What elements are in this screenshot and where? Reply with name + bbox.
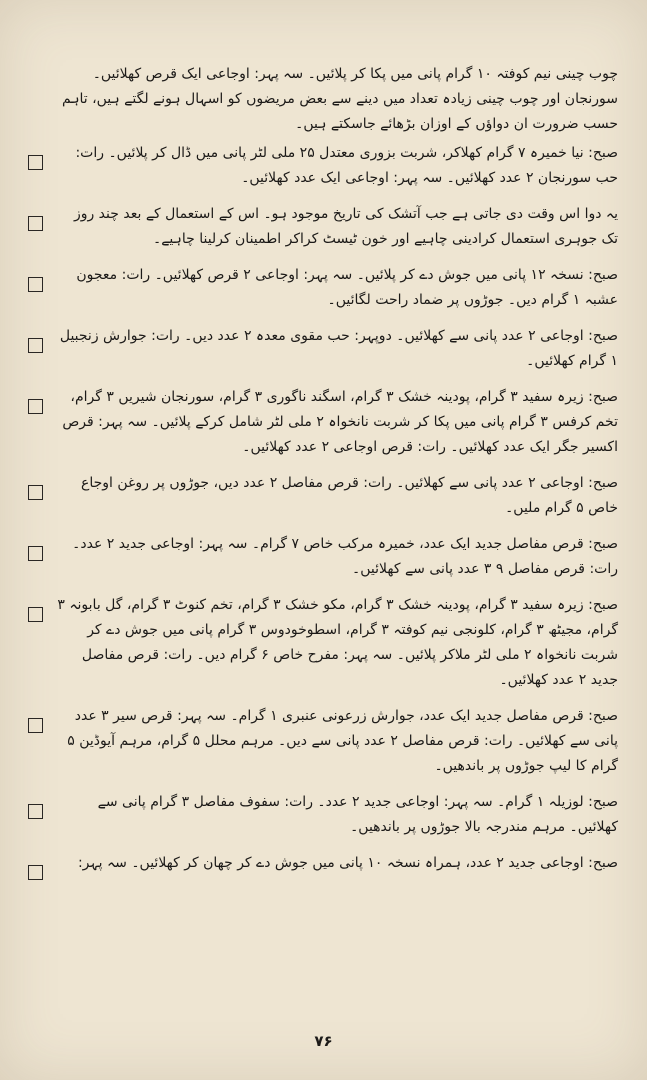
prescription-item (28, 790, 618, 840)
prescription-item (28, 263, 618, 313)
prescription-item (28, 471, 618, 521)
prescription-item (28, 593, 618, 693)
checkbox-icon (28, 804, 43, 819)
checkbox-icon (28, 865, 43, 880)
checkbox-icon (28, 399, 43, 414)
prescription-text: صبح: نسخہ ۱۲ پانی میں جوش دے کر پلائیں۔ سہ پہر: اوجاعی ۲ قرص کھلائیں۔ رات: معجون عشبہ ۱ گرام دیں۔ جوڑوں پر ضماد راحت لگائیں۔ (76, 267, 618, 308)
prescription-text: صبح: نیا خمیرہ ۷ گرام کھلاکر، شربت بزوری معتدل ۲۵ ملی لٹر پانی میں ڈال کر پلائیں۔ رات: حب سورنجان ۲ عدد کھلائیں۔ سہ پہر: اوجاعی ایک عدد کھلائیں۔ (75, 145, 618, 186)
prescription-text: صبح: زیرہ سفید ۳ گرام، پودینہ خشک ۳ گرام، اسگند ناگوری ۳ گرام، سورنجان شیریں ۳ گرام، تخم کرفس ۳ گرام پانی میں پکا کر شربت نانخواہ ۲ ملی لٹر شامل کرکے پلائیں۔ سہ پہر: قرص اکسیر جگر ایک عدد کھلائیں۔ رات: قرص اوجاعی ۲ عدد کھلائیں۔ (62, 389, 618, 455)
checkbox-icon (28, 155, 43, 170)
prescription-item (28, 532, 618, 582)
prescription-text: یہ دوا اس وقت دی جاتی ہے جب آتشک کی تاریخ موجود ہو۔ اس کے استعمال کے بعد چند روز تک جوہری استعمال کرادینی چاہیے اور خون ٹیسٹ کراکر اطمینان کرلینا چاہیے۔ (73, 206, 618, 247)
checkbox-icon (28, 485, 43, 500)
page-number: ۷۶ (314, 1032, 333, 1050)
prescription-text: صبح: اوجاعی ۲ عدد پانی سے کھلائیں۔ دوپہر: حب مقوی معدہ ۲ عدد دیں۔ رات: جوارش زنجبیل ۱ گرام کھلائیں۔ (59, 328, 618, 369)
text-body (28, 62, 618, 891)
prescription-item (28, 324, 618, 374)
prescription-list (28, 141, 618, 880)
prescription-text: صبح: اوجاعی ۲ عدد پانی سے کھلائیں۔ رات: قرص مفاصل ۲ عدد دیں، جوڑوں پر روغن اوجاع خاص ۵ گرام ملیں۔ (81, 475, 618, 516)
prescription-item (28, 704, 618, 779)
checkbox-icon (28, 607, 43, 622)
prescription-text: صبح: لوزیلہ ۱ گرام۔ سہ پہر: اوجاعی جدید ۲ عدد۔ رات: سفوف مفاصل ۳ گرام پانی سے کھلائیں۔ مرہم مندرجہ بالا جوڑوں پر باندھیں۔ (97, 794, 618, 835)
checkbox-icon (28, 546, 43, 561)
prescription-text: صبح: قرص مفاصل جدید ایک عدد، جوارش زرعونی عنبری ۱ گرام۔ سہ پہر: قرص سیر ۳ عدد پانی سے کھلائیں۔ رات: قرص مفاصل ۲ عدد پانی سے دیں۔ مرہم محلل ۵ گرام، مرہم آیوڈین ۵ گرام کا لیپ جوڑوں پر باندھیں۔ (67, 708, 618, 774)
prescription-text: صبح: اوجاعی جدید ۲ عدد، ہمراہ نسخہ ۱۰ پانی میں جوش دے کر چھان کر کھلائیں۔ سہ پہر: (77, 855, 618, 871)
intro-paragraph: چوب چینی نیم کوفتہ ۱۰ گرام پانی میں پکا کر پلائیں۔ سہ پہر: اوجاعی ایک قرص کھلائیں۔ سورنجان اور چوب چینی زیادہ تعداد میں دینے سے بعض مریضوں کو اسہال ہونے لگتے ہیں، تاہم حسب ضرورت ان دواؤں کے اوزان بڑھائے جاسکتے ہیں۔ (62, 66, 618, 132)
prescription-item (28, 851, 618, 880)
prescription-item (28, 385, 618, 460)
prescription-item (28, 202, 618, 252)
checkbox-icon (28, 216, 43, 231)
prescription-text: صبح: قرص مفاصل جدید ایک عدد، خمیرہ مرکب خاص ۷ گرام۔ سہ پہر: اوجاعی جدید ۲ عدد۔ رات: قرص مفاصل ۹ ۳ عدد پانی سے کھلائیں۔ (72, 536, 618, 577)
checkbox-icon (28, 718, 43, 733)
checkbox-icon (28, 338, 43, 353)
prescription-text: صبح: زیرہ سفید ۳ گرام، پودینہ خشک ۳ گرام، مکو خشک ۳ گرام، تخم کنوٹ ۳ گرام، گل بابونہ ۳ گرام، مجیٹھ ۳ گرام، کلونجی نیم کوفتہ ۳ گرام، اسطوخودوس ۳ گرام پانی میں جوش دے کر شربت نانخواہ ۲ ملی لٹر ملاکر پلائیں۔ سہ پہر: مفرح خاص ۶ گرام دیں۔ رات: قرص مفاصل جدید ۲ عدد کھلائیں۔ (57, 597, 618, 688)
prescription-item (28, 141, 618, 191)
checkbox-icon (28, 277, 43, 292)
